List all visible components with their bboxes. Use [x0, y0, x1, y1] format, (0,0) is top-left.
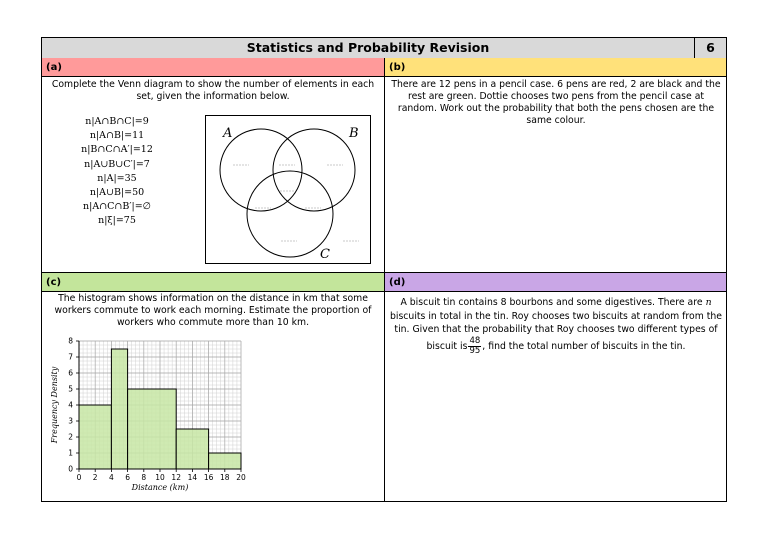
- histogram-bar: [176, 429, 208, 469]
- section-a-text: Complete the Venn diagram to show the number of elements in each set, given the information below.: [51, 79, 375, 102]
- set-info-line: n|A∪B|=50: [89, 187, 145, 198]
- histogram-chart: [46, 333, 256, 493]
- venn-circle-b: [273, 129, 355, 211]
- y-tick-label: 2: [68, 432, 73, 442]
- venn-circle-a: [220, 129, 302, 211]
- fraction-denominator: 95: [469, 345, 481, 356]
- section-a-header: (a): [42, 58, 384, 77]
- y-tick-label: 1: [68, 448, 73, 458]
- x-tick-label: 20: [236, 473, 246, 482]
- histogram-bar: [111, 349, 127, 469]
- set-info-line: n|A|=35: [97, 172, 137, 184]
- histogram-bar: [79, 405, 111, 469]
- x-tick-label: 8: [141, 473, 147, 482]
- section-d-text: [389, 296, 723, 356]
- x-tick-label: 6: [125, 473, 130, 482]
- histogram-bar: [209, 453, 241, 469]
- x-tick-label: 4: [109, 473, 114, 482]
- x-tick-label: 14: [187, 473, 198, 482]
- section-c-text: The histogram shows information on the distance in km that some workers commute to work each morning. Estimate the proportion of workers who commute more than 10 km.: [54, 293, 372, 328]
- page-number: 6: [694, 38, 726, 58]
- section-b-header: (b): [385, 58, 726, 77]
- variable-n: n: [705, 297, 712, 308]
- venn-label-c: C: [320, 247, 330, 262]
- venn-region-blanks: [233, 165, 359, 241]
- section-d-text-1: A biscuit tin contains 8 bourbons and some digestives. There are: [400, 297, 703, 308]
- worksheet: [41, 37, 727, 502]
- x-tick-label: 10: [155, 473, 165, 482]
- venn-circle-c: [247, 171, 333, 257]
- y-axis-label: Frequency Density: [50, 366, 59, 444]
- histogram-bar: [128, 389, 177, 469]
- venn-label-a: A: [223, 126, 233, 141]
- set-info-line: n|B∩C∩A′|=12: [81, 144, 153, 156]
- x-tick-label: 18: [220, 473, 230, 482]
- x-axis-label: Distance (km): [131, 483, 189, 492]
- section-d-text-2: biscuits in total in the tin. Roy chooses two biscuits at random from the tin. Given that the probability that Roy chooses two: [389, 310, 722, 335]
- section-d-text-3: different types of biscuit is: [426, 324, 718, 352]
- title-bar: [42, 38, 726, 59]
- y-tick-label: 3: [68, 416, 73, 426]
- section-c-header: (c): [42, 273, 384, 292]
- y-tick-label: 6: [68, 368, 73, 378]
- set-info-line: n|A∩B|=11: [89, 130, 145, 142]
- set-info-line: n|A∩B∩C|=9: [85, 116, 149, 127]
- venn-label-b: B: [349, 126, 359, 141]
- page-title: Statistics and Probability Revision: [246, 40, 490, 55]
- venn-svg: [206, 116, 370, 263]
- section-d-text-4: , find the total number of biscuits in the tin.: [482, 340, 686, 352]
- section-b-text: There are 12 pens in a pencil case. 6 pens are red, 2 are black and the rest are green. Dottie chooses two pens from the pencil case at random. Work out the probability that both the pens chosen are the same colour.: [391, 79, 721, 126]
- y-tick-label: 8: [68, 336, 73, 346]
- y-tick-label: 5: [68, 384, 73, 394]
- probability-fraction: [468, 337, 481, 356]
- y-tick-label: 0: [68, 464, 73, 474]
- set-info-line: n|A∪B∪C′|=7: [84, 158, 150, 170]
- y-tick-label: 7: [68, 352, 73, 362]
- x-tick-label: 2: [92, 473, 98, 482]
- y-tick-label: 4: [68, 400, 73, 410]
- set-info-line: n|ξ|=75: [98, 215, 136, 227]
- x-tick-label: 12: [171, 473, 181, 482]
- x-tick-label: 16: [203, 473, 214, 482]
- venn-diagram: [205, 115, 371, 264]
- set-info-line: n|A∩C∩B′|=∅: [83, 201, 151, 213]
- fraction-numerator: 48: [469, 335, 481, 346]
- x-tick-label: 0: [76, 473, 82, 482]
- section-d-header: (d): [385, 273, 726, 292]
